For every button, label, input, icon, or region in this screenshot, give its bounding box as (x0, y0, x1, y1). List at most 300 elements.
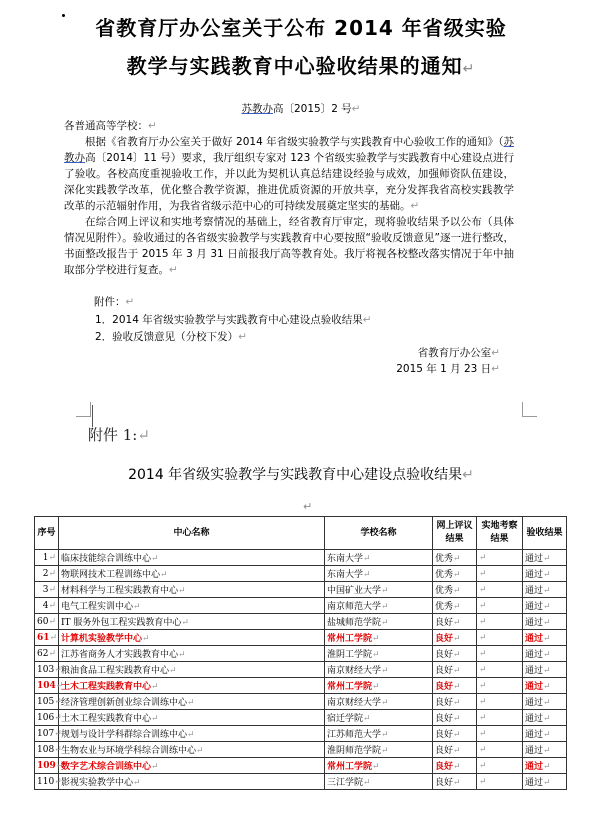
cell-site-visit (477, 742, 523, 758)
annex-heading-text: 附件 1: (88, 426, 138, 444)
cell-no (35, 710, 62, 726)
cell-mark-icon: ↵ (479, 552, 487, 563)
cell-site-visit (477, 726, 523, 742)
cell-mark-icon: ↵ (48, 648, 56, 659)
cell-no-text: 62 (37, 648, 49, 659)
cell-mark-icon: ↵ (453, 746, 461, 756)
cell-mark-icon: ↵ (187, 730, 195, 740)
cell-center-name (59, 694, 325, 710)
cell-no-text: 61 (37, 632, 50, 643)
cell-center-name (59, 774, 325, 790)
page-corner-left (76, 402, 91, 417)
paragraph-mark-icon: ↵ (148, 120, 157, 132)
cell-web-review (433, 614, 477, 630)
cell-mark-icon: ↵ (54, 664, 62, 675)
cell-site-visit (477, 758, 523, 774)
cell-web-review (433, 566, 477, 582)
cell-mark-icon: ↵ (479, 568, 487, 579)
cell-result (523, 598, 567, 614)
cell-center-name (59, 742, 325, 758)
cell-no-text: 60 (37, 616, 49, 627)
cell-mark-icon: ↵ (54, 712, 62, 723)
cell-mark-icon: ↵ (133, 778, 141, 788)
cell-center-name-text: 临床技能综合训练中心 (61, 554, 152, 564)
cell-site-visit (477, 694, 523, 710)
paragraph-mark-icon: ↵ (410, 200, 420, 212)
results-table (34, 516, 567, 790)
cell-center-name (59, 630, 325, 646)
cell-mark-icon: ↵ (479, 776, 487, 787)
cell-mark-icon: ↵ (372, 650, 380, 660)
col-header-center-name: 中心名称 (59, 517, 325, 550)
cell-mark-icon: ↵ (479, 696, 487, 707)
cell-web-review-text: 良好 (435, 746, 454, 756)
cell-mark-icon: ↵ (48, 616, 56, 627)
signer-text: 省教育厅办公室 (417, 347, 492, 359)
cell-mark-icon: ↵ (196, 746, 204, 756)
cell-school (325, 614, 433, 630)
cell-center-name-text: 物联网技术工程训练中心 (61, 570, 161, 580)
cell-school (325, 678, 433, 694)
notice-body (64, 118, 514, 278)
cell-school-text: 东南大学 (327, 554, 364, 564)
cell-web-review (433, 662, 477, 678)
cell-result-text: 通过 (525, 746, 544, 756)
attachments-label-text: 附件： (94, 296, 126, 308)
table-row (35, 774, 567, 790)
cell-mark-icon: ↵ (363, 778, 371, 788)
cell-result (523, 662, 567, 678)
cell-school (325, 726, 433, 742)
paragraph-mark-icon: ↵ (491, 347, 500, 359)
cell-center-name (59, 710, 325, 726)
cell-web-review-text: 良好 (435, 650, 454, 660)
cell-mark-icon: ↵ (48, 568, 56, 579)
cell-mark-icon: ↵ (187, 698, 195, 708)
cell-mark-icon: ↵ (453, 730, 461, 740)
cell-mark-icon: ↵ (169, 666, 177, 676)
col-header-no: 序号 (35, 517, 59, 550)
cell-school (325, 550, 433, 566)
table-row (35, 550, 567, 566)
cell-mark-icon: ↵ (453, 554, 461, 564)
cell-web-review-text: 良好 (435, 714, 454, 724)
paragraph-mark-icon: ↵ (303, 500, 313, 513)
cell-result-text: 通过 (525, 618, 544, 628)
notice-title-line-2-text: 教学与实践教育中心验收结果的通知 (126, 54, 463, 78)
cell-mark-icon: ↵ (372, 762, 380, 772)
cell-no-text: 104 (37, 680, 56, 691)
col-header-web-review: 网上评议结果 (433, 517, 477, 550)
cell-mark-icon: ↵ (151, 714, 159, 724)
cell-mark-icon: ↵ (543, 634, 551, 644)
cell-center-name-text: 计算机实验教学中心 (61, 634, 143, 644)
cell-web-review (433, 598, 477, 614)
cell-mark-icon: ↵ (55, 680, 64, 691)
cell-mark-icon: ↵ (543, 682, 551, 692)
signer (300, 345, 500, 361)
cell-school (325, 742, 433, 758)
cell-mark-icon: ↵ (543, 586, 551, 596)
cell-web-review-text: 良好 (435, 778, 454, 788)
cell-mark-icon: ↵ (453, 682, 461, 692)
salutation-text: 各普通高等学校： (64, 120, 148, 132)
cell-center-name (59, 582, 325, 598)
cell-mark-icon: ↵ (178, 586, 186, 596)
cell-mark-icon: ↵ (381, 602, 389, 612)
cell-mark-icon: ↵ (453, 650, 461, 660)
cell-mark-icon: ↵ (543, 778, 551, 788)
signing-date (300, 361, 500, 377)
cell-result-text: 通过 (525, 570, 544, 580)
cell-center-name-text: 材料科学与工程实践教育中心 (61, 586, 179, 596)
cell-mark-icon: ↵ (381, 666, 389, 676)
cell-center-name-text: 土木工程实践教育中心 (61, 714, 152, 724)
cell-school-text: 南京财经大学 (327, 666, 382, 676)
cell-no-text: 107 (37, 728, 55, 739)
salutation (64, 118, 514, 134)
cell-web-review-text: 良好 (435, 730, 454, 740)
cell-site-visit (477, 550, 523, 566)
page-corner-right (522, 402, 537, 417)
cell-result (523, 758, 567, 774)
cell-no-text: 3 (42, 584, 49, 595)
cell-school (325, 582, 433, 598)
cell-center-name-text: 生物农业与环境学科综合训练中心 (61, 746, 197, 756)
cell-web-review (433, 758, 477, 774)
cell-center-name-text: 土木工程实践教育中心 (61, 682, 152, 692)
table-row (35, 630, 567, 646)
cell-mark-icon: ↵ (49, 632, 58, 643)
cell-web-review (433, 630, 477, 646)
cell-web-review-text: 优秀 (435, 602, 454, 612)
cell-mark-icon: ↵ (453, 714, 461, 724)
cell-mark-icon: ↵ (479, 728, 487, 739)
cell-mark-icon: ↵ (151, 682, 159, 692)
notice-title-line-2 (0, 50, 602, 79)
cell-no (35, 566, 59, 582)
cell-school (325, 694, 433, 710)
cell-result (523, 614, 567, 630)
cell-result (523, 694, 567, 710)
cell-mark-icon: ↵ (178, 650, 186, 660)
cell-mark-icon: ↵ (453, 698, 461, 708)
cell-result-text: 通过 (525, 682, 544, 692)
cell-no (35, 646, 59, 662)
table-row (35, 726, 567, 742)
cell-mark-icon: ↵ (381, 698, 389, 708)
cell-school-text: 常州工学院 (327, 682, 373, 692)
paragraph-1 (64, 134, 514, 214)
cell-school (325, 662, 433, 678)
attachment-item-2 (95, 329, 247, 345)
cell-site-visit (477, 566, 523, 582)
cell-mark-icon: ↵ (543, 570, 551, 580)
cell-mark-icon: ↵ (453, 586, 461, 596)
cell-web-review (433, 726, 477, 742)
table-row (35, 646, 567, 662)
doc-number-prefix: 苏教办 (241, 103, 273, 115)
cell-mark-icon: ↵ (453, 634, 461, 644)
cell-mark-icon: ↵ (479, 760, 487, 771)
cell-result (523, 646, 567, 662)
cell-result-text: 通过 (525, 762, 544, 772)
cell-school-text: 东南大学 (327, 570, 364, 580)
cell-site-visit (477, 710, 523, 726)
cell-mark-icon: ↵ (543, 714, 551, 724)
paragraph-1-underlined: 苏教办 (64, 136, 514, 164)
cell-no (35, 678, 64, 694)
table-row (35, 614, 567, 630)
cell-mark-icon: ↵ (479, 712, 487, 723)
cell-web-review-text: 良好 (435, 634, 454, 644)
cell-center-name (59, 598, 325, 614)
table-row (35, 694, 567, 710)
cell-web-review-text: 良好 (435, 762, 454, 772)
cell-school-text: 南京师范大学 (327, 602, 382, 612)
cell-school (325, 710, 433, 726)
cell-school (325, 758, 433, 774)
cell-web-review-text: 良好 (435, 618, 454, 628)
paragraph-mark-icon: ↵ (462, 467, 474, 483)
cell-site-visit (477, 662, 523, 678)
cell-mark-icon: ↵ (543, 554, 551, 564)
cell-mark-icon: ↵ (372, 634, 380, 644)
cell-mark-icon: ↵ (381, 730, 389, 740)
paragraph-2-text: 在综合网上评议和实地考察情况的基础上，经省教育厅审定，现将验收结果予以公布（具体情况见附件）。验收通过的各省级实验教学与实践教育中心要按照“验收反馈意见”逐一进行整改，书面整改报告于 2015 年 3 月 31 日前报我厅高等教育处。我厅将视各校整改落实情况于年中抽取部分学校进行复查。 (64, 216, 514, 276)
attachment-item-2-text: 2．验收反馈意见（分校下发） (95, 331, 239, 343)
cell-school (325, 598, 433, 614)
table-row (35, 742, 567, 758)
cell-no (35, 694, 62, 710)
attachment-item-1-text: 1．2014 年省级实验教学与实践教育中心建设点验收结果 (95, 314, 363, 326)
table-row (35, 582, 567, 598)
signing-date-text: 2015 年 1 月 23 日 (396, 363, 492, 375)
cell-center-name-text: 经济管理创新创业综合训练中心 (61, 698, 188, 708)
cell-result (523, 566, 567, 582)
cell-mark-icon: ↵ (479, 744, 487, 755)
cell-result-text: 通过 (525, 778, 544, 788)
cell-no (35, 726, 62, 742)
cell-no (35, 630, 59, 646)
cell-no-text: 103 (37, 664, 55, 675)
cell-mark-icon: ↵ (48, 600, 56, 611)
cell-site-visit (477, 598, 523, 614)
cell-web-review (433, 742, 477, 758)
cell-mark-icon: ↵ (381, 618, 389, 628)
cell-mark-icon: ↵ (142, 634, 150, 644)
cell-mark-icon: ↵ (151, 762, 159, 772)
cell-mark-icon: ↵ (363, 554, 371, 564)
cell-web-review (433, 694, 477, 710)
table-title (0, 464, 602, 484)
cell-result (523, 726, 567, 742)
cell-no-text: 2 (42, 568, 49, 579)
cell-school-text: 淮阴师范学院 (327, 746, 382, 756)
cell-result (523, 630, 567, 646)
cell-mark-icon: ↵ (363, 570, 371, 580)
table-row (35, 758, 567, 774)
cell-center-name-text: 江苏省商务人才实践教育中心 (61, 650, 179, 660)
col-header-school: 学校名称 (325, 517, 433, 550)
cell-no (35, 614, 59, 630)
cell-no-text: 108 (37, 744, 55, 755)
cell-school (325, 774, 433, 790)
cell-web-review (433, 582, 477, 598)
cell-school-text: 盐城师范学院 (327, 618, 382, 628)
cell-mark-icon: ↵ (479, 616, 487, 627)
cell-result-text: 通过 (525, 730, 544, 740)
cell-mark-icon: ↵ (543, 650, 551, 660)
cell-mark-icon: ↵ (54, 744, 62, 755)
cell-mark-icon: ↵ (453, 778, 461, 788)
cell-site-visit (477, 630, 523, 646)
doc-number-rest: 高〔2015〕2 号 (272, 103, 352, 115)
cell-center-name (59, 678, 325, 694)
cell-mark-icon: ↵ (54, 696, 62, 707)
cell-mark-icon: ↵ (151, 554, 159, 564)
attachments-label (94, 294, 134, 310)
paragraph-mark-icon: ↵ (125, 296, 135, 308)
cell-mark-icon: ↵ (55, 760, 64, 771)
cell-mark-icon: ↵ (479, 600, 487, 611)
cell-result-text: 通过 (525, 586, 544, 596)
cell-site-visit (477, 582, 523, 598)
cell-school-text: 常州工学院 (327, 634, 373, 644)
cell-mark-icon: ↵ (453, 762, 461, 772)
cell-mark-icon: ↵ (181, 618, 189, 628)
cell-school-text: 南京财经大学 (327, 698, 382, 708)
cell-result-text: 通过 (525, 634, 544, 644)
cell-mark-icon: ↵ (363, 714, 371, 724)
paragraph-mark-icon: ↵ (137, 426, 150, 444)
cell-mark-icon: ↵ (543, 730, 551, 740)
cell-site-visit (477, 646, 523, 662)
paragraph-mark-icon: ↵ (169, 264, 178, 276)
cell-mark-icon: ↵ (48, 584, 56, 595)
col-header-result: 验收结果 (523, 517, 567, 550)
cell-web-review (433, 646, 477, 662)
cell-center-name-text: 数字艺术综合训练中心 (61, 762, 152, 772)
cell-mark-icon: ↵ (479, 632, 487, 643)
cell-web-review (433, 774, 477, 790)
cell-mark-icon: ↵ (54, 776, 62, 787)
cell-mark-icon: ↵ (453, 602, 461, 612)
cell-mark-icon: ↵ (54, 728, 62, 739)
cell-site-visit (477, 614, 523, 630)
cell-mark-icon: ↵ (479, 584, 487, 595)
cell-center-name (59, 614, 325, 630)
cell-mark-icon: ↵ (381, 586, 389, 596)
cell-center-name-text: IT 服务外包工程实践教育中心 (61, 618, 182, 628)
cell-center-name (59, 646, 325, 662)
cell-no (35, 758, 64, 774)
cell-center-name (59, 662, 325, 678)
cell-result (523, 678, 567, 694)
cell-result (523, 550, 567, 566)
cell-no (35, 598, 59, 614)
table-row (35, 566, 567, 582)
cell-result-text: 通过 (525, 666, 544, 676)
cell-no (35, 774, 62, 790)
cell-center-name-text: 粮油食品工程实践教育中心 (61, 666, 170, 676)
cell-no (35, 582, 59, 598)
cell-no-text: 110 (37, 776, 55, 787)
cell-school-text: 中国矿业大学 (327, 586, 382, 596)
cell-result (523, 742, 567, 758)
cell-no (35, 662, 62, 678)
attachment-item-1 (95, 312, 372, 328)
cell-no-text: 109 (37, 760, 56, 771)
paragraph-1-start: 根据《省教育厅办公室关于做好 2014 年省级实验教学与实践教育中心验收工作的通知》（ (85, 136, 504, 148)
table-header-row (35, 517, 567, 550)
cell-result-text: 通过 (525, 650, 544, 660)
cell-mark-icon: ↵ (479, 664, 487, 675)
cell-web-review-text: 良好 (435, 666, 454, 676)
cell-school-text: 淮阴工学院 (327, 650, 373, 660)
cell-mark-icon: ↵ (453, 666, 461, 676)
paragraph-2 (64, 214, 514, 278)
cell-web-review (433, 678, 477, 694)
cell-result-text: 通过 (525, 602, 544, 612)
paragraph-mark-icon: ↵ (351, 103, 361, 115)
cell-school (325, 630, 433, 646)
cell-center-name-text: 影视实验教学中心 (61, 778, 134, 788)
cell-result (523, 710, 567, 726)
cell-center-name (59, 566, 325, 582)
cell-result-text: 通过 (525, 698, 544, 708)
paragraph-1-rest: 高〔2014〕11 号）要求，我厅组织专家对 123 个省级实验教学与实践教育中心建设点进行了验收。各校高度重视验收工作，并以此为契机认真总结建设经验与成效，加强师资队伍建设，深化实践教学改革，优化整合教学资源，推进优质资源的开放共享，充分发挥我省高校实践教学改革的示范辐射作用，为我省省级示范中心的可持续发展奠定坚实的基础。 (64, 152, 515, 212)
cell-mark-icon: ↵ (543, 762, 551, 772)
cell-mark-icon: ↵ (133, 602, 141, 612)
cell-web-review-text: 优秀 (435, 554, 454, 564)
cell-mark-icon: ↵ (543, 666, 551, 676)
cell-no-text: 4 (42, 600, 49, 611)
cell-school-text: 常州工学院 (327, 762, 373, 772)
cell-no (35, 742, 62, 758)
cell-web-review (433, 550, 477, 566)
cell-result (523, 582, 567, 598)
cell-school-text: 江苏师范大学 (327, 730, 382, 740)
cell-site-visit (477, 774, 523, 790)
cell-center-name-text: 电气工程实训中心 (61, 602, 134, 612)
paragraph-mark-icon: ↵ (462, 61, 476, 77)
cell-web-review (433, 710, 477, 726)
cell-center-name-text: 规划与设计学科群综合训练中心 (61, 730, 188, 740)
cell-no (35, 550, 59, 566)
cell-mark-icon: ↵ (381, 746, 389, 756)
table-row (35, 710, 567, 726)
table-title-text: 2014 年省级实验教学与实践教育中心建设点验收结果 (128, 467, 463, 483)
cell-no-text: 105 (37, 696, 55, 707)
col-header-site-visit: 实地考察结果 (477, 517, 523, 550)
paragraph-mark-icon: ↵ (362, 314, 372, 326)
cell-school-text: 宿迁学院 (327, 714, 364, 724)
table-row (35, 662, 567, 678)
cell-school (325, 646, 433, 662)
cell-mark-icon: ↵ (160, 570, 168, 580)
paragraph-mark-icon: ↵ (491, 363, 500, 375)
cell-web-review-text: 良好 (435, 682, 454, 692)
cell-center-name (59, 726, 325, 742)
annex-heading (88, 424, 150, 445)
table-row (35, 598, 567, 614)
cell-result (523, 774, 567, 790)
cell-mark-icon: ↵ (543, 602, 551, 612)
cell-mark-icon: ↵ (543, 698, 551, 708)
cell-school (325, 566, 433, 582)
cell-web-review-text: 优秀 (435, 570, 454, 580)
